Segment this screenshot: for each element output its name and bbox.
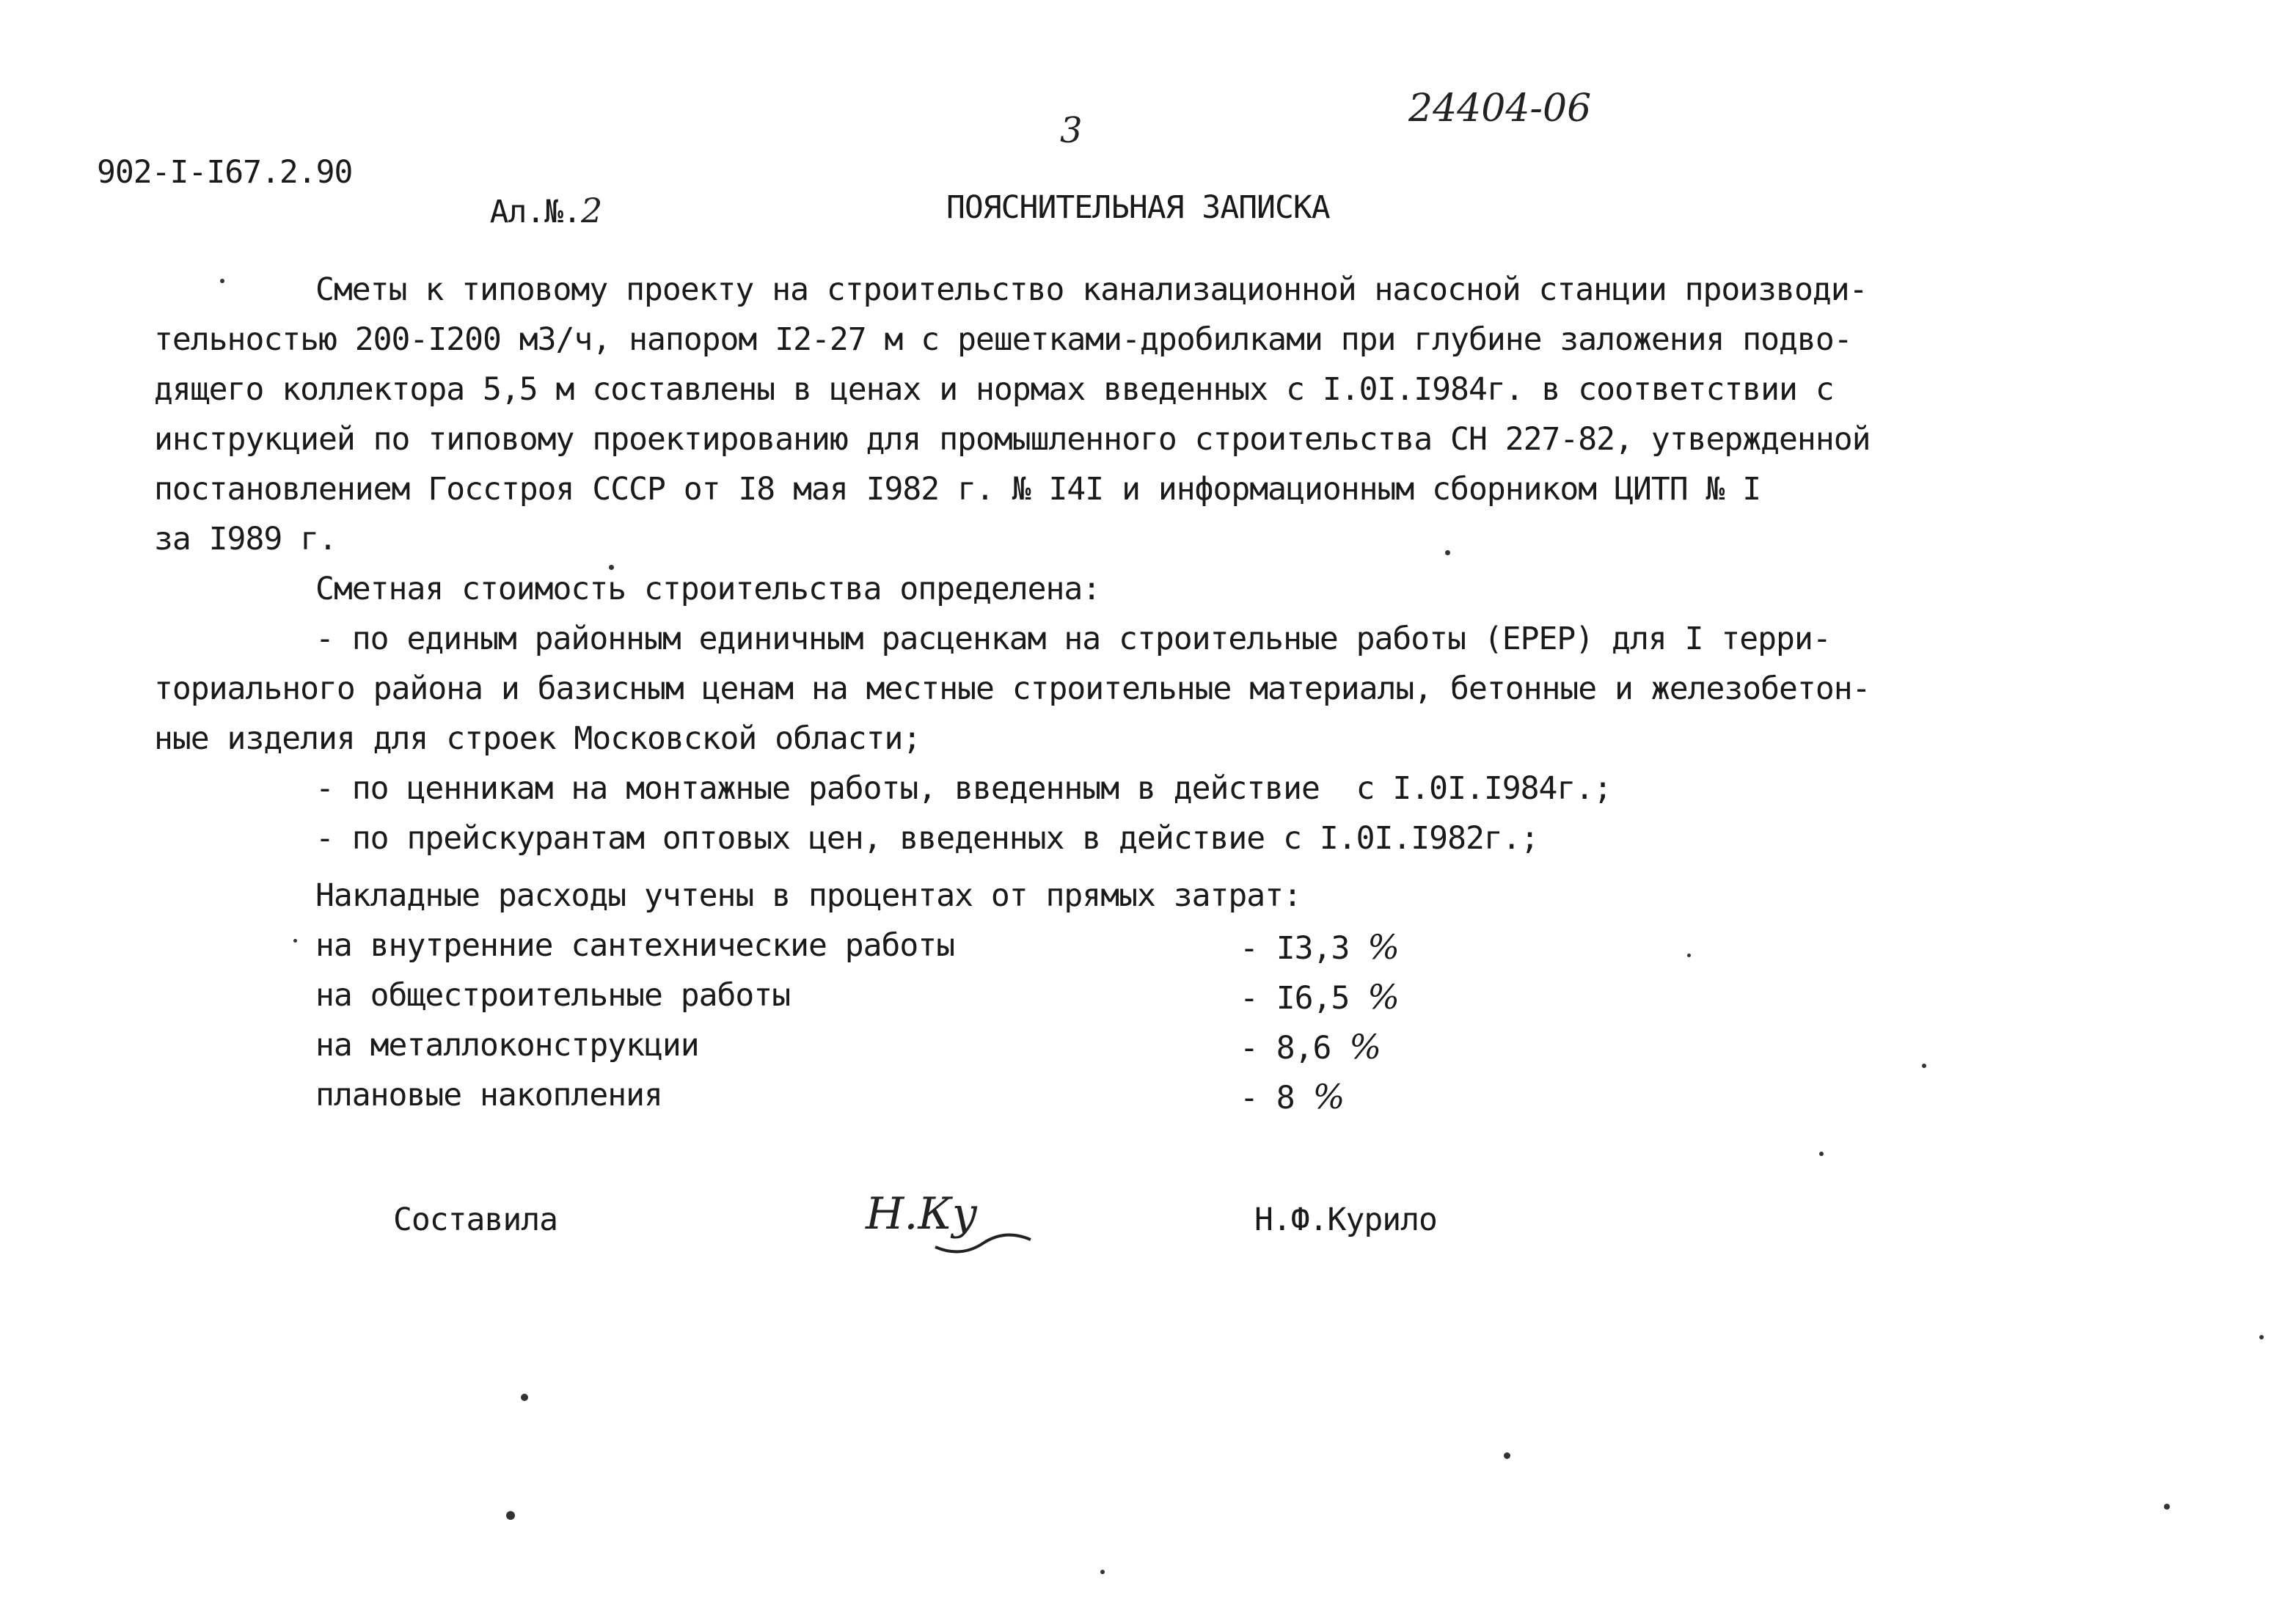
text-line xyxy=(154,877,2076,927)
body-text xyxy=(154,271,2076,1127)
text-line xyxy=(154,770,2076,820)
cost-item-line: - по прейскурантам оптовых цен, введенных в действие с I.0I.I982г.; xyxy=(315,820,1539,857)
scan-speck xyxy=(609,565,614,570)
text-line-content: инструкцией по типовому проектированию для промышленного строительства СН 227-82, утвержденной xyxy=(154,421,1871,458)
text-line xyxy=(154,621,2076,670)
cost-item-line: ные изделия для строек Московской области; xyxy=(154,720,921,757)
scan-speck xyxy=(506,1511,515,1520)
overhead-rate-value xyxy=(1240,927,1399,967)
rate-number: - I6,5 xyxy=(1240,980,1350,1017)
scan-speck xyxy=(521,1394,528,1401)
text-line xyxy=(154,571,2076,621)
overhead-rate-value xyxy=(1240,1077,1344,1116)
text-line xyxy=(154,670,2076,720)
page-title: ПОЯСНИТЕЛЬНАЯ ЗАПИСКА xyxy=(946,189,1330,226)
overhead-rate-label: на металлоконструкции xyxy=(315,1027,699,1064)
scan-speck xyxy=(1100,1570,1105,1574)
text-line-content: тельностью 200-I200 м3/ч, напором I2-27 м с решетками-дробилками при глубине заложения подво- xyxy=(154,321,1852,358)
cost-item-line: - по единым районным единичным расценкам на строительные работы (ЕРЕР) для I терри- xyxy=(315,621,1831,657)
overhead-intro: Накладные расходы учтены в процентах от прямых затрат: xyxy=(315,877,1301,914)
scan-speck xyxy=(1819,1152,1824,1156)
percent-sign: % xyxy=(1367,977,1399,1017)
overhead-rate-row xyxy=(154,977,2076,1027)
scan-speck xyxy=(1504,1452,1510,1459)
overhead-rate-value xyxy=(1240,1027,1381,1067)
signature-role: Составила xyxy=(393,1202,557,1238)
text-line-content: дящего коллектора 5,5 м составлены в ценах и нормах введенных с I.0I.I984г. в соответствии с xyxy=(154,371,1834,408)
stamp-number: 24404-06 xyxy=(1408,87,1592,131)
percent-sign: % xyxy=(1367,927,1399,967)
scan-speck xyxy=(220,279,224,283)
overhead-rate-row xyxy=(154,1027,2076,1077)
page-number: 3 xyxy=(1060,110,1083,151)
text-line xyxy=(154,720,2076,770)
overhead-rate-label: на общестроительные работы xyxy=(315,977,791,1014)
scan-speck xyxy=(293,939,297,943)
cost-intro: Сметная стоимость строительства определена: xyxy=(315,571,1101,607)
album-prefix: Ал. xyxy=(489,194,545,230)
cost-item-line: ториального района и базисным ценам на местные строительные материалы, бетонные и железобетон- xyxy=(154,670,1871,707)
text-line xyxy=(154,321,2076,371)
text-line xyxy=(154,820,2076,870)
cost-item-line: - по ценникам на монтажные работы, введенным в действие с I.0I.I984г.; xyxy=(315,770,1612,807)
overhead-rate-value xyxy=(1240,977,1399,1017)
overhead-rate-row xyxy=(154,1077,2076,1127)
doc-code: 902-I-I67.2.90 xyxy=(97,154,353,191)
scan-speck xyxy=(2164,1504,2170,1510)
text-line xyxy=(154,421,2076,471)
album-number-handwritten: 2 xyxy=(581,191,602,230)
handwritten-signature: Н.Ку xyxy=(866,1188,978,1240)
percent-sign: % xyxy=(1349,1027,1381,1067)
text-line-content: постановлением Госстроя СССР от I8 мая I982 г. № I4I и информационным сборником ЦИТП № I xyxy=(154,471,1761,508)
text-line xyxy=(154,271,2076,321)
text-line-content: Сметы к типовому проекту на строительство канализационной насосной станции производи- xyxy=(315,271,1868,308)
scan-speck xyxy=(1687,954,1691,957)
scan-speck xyxy=(1445,550,1450,555)
text-line-content: за I989 г. xyxy=(154,521,337,557)
scan-speck xyxy=(1922,1064,1926,1068)
signature-flourish xyxy=(932,1218,1034,1276)
album-label xyxy=(417,154,602,267)
text-line xyxy=(154,471,2076,521)
overhead-rate-row xyxy=(154,927,2076,977)
rate-number: - I3,3 xyxy=(1240,930,1350,967)
rate-number: - 8 xyxy=(1240,1080,1295,1116)
signatory-name: Н.Ф.Курило xyxy=(1254,1202,1437,1238)
percent-sign: % xyxy=(1312,1077,1345,1116)
album-number-symbol: №. xyxy=(544,194,582,230)
overhead-rate-label: на внутренние сантехнические работы xyxy=(315,927,955,964)
text-line xyxy=(154,371,2076,421)
scan-speck xyxy=(2259,1335,2264,1339)
text-line xyxy=(154,521,2076,571)
overhead-rate-label: плановые накопления xyxy=(315,1077,662,1113)
rate-number: - 8,6 xyxy=(1240,1030,1331,1067)
